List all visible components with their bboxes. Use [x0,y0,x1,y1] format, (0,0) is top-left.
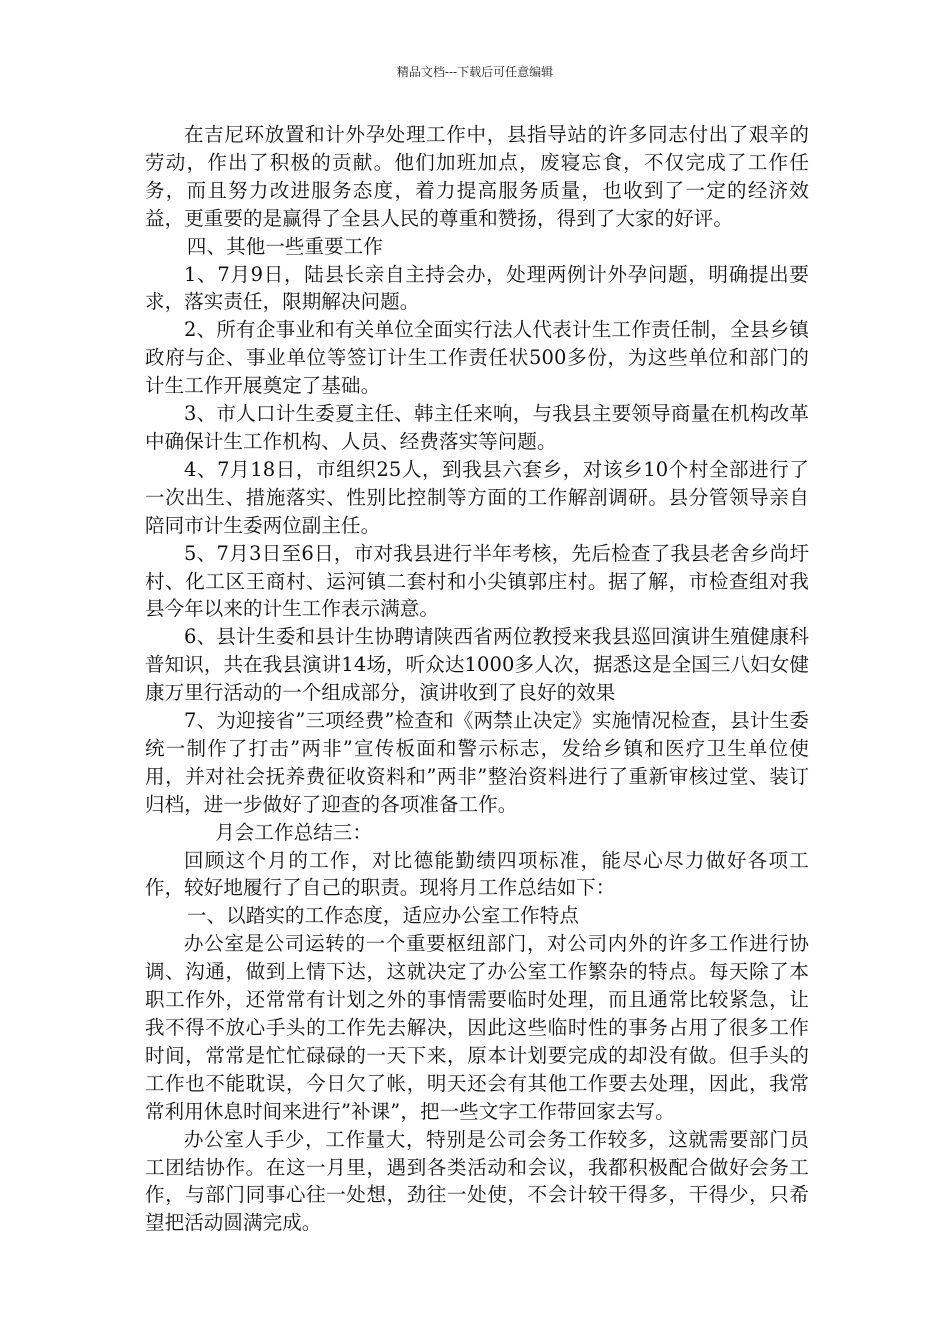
list-item-1: 1、7月9日，陆县长亲自主持会办，处理两例计外孕问题，明确提出要求，落实责任，限期解决问题。 [145,262,809,314]
list-item-5: 5、7月3日至6日，市对我县进行半年考核，先后检查了我县老舍乡尚圩村、化工区王商村、运河镇二套村和小尖镇郭庄村。据了解，市检查组对我县今年以来的计生工作表示满意。 [145,541,809,621]
summary-three-title: 月会工作总结三： [215,820,372,844]
paragraph-office-staff: 办公室人手少，工作量大，特别是公司会务工作较多，这就需要部门员工团结协作。在这一月里，遇到各类活动和会议，我都积极配合做好会务工作，与部门同事心往一处想，劲往一处使，不会计较干得多，干得少，只希望把活动圆满完成。 [145,1127,809,1235]
paragraph-ivf-work: 在吉尼环放置和计外孕处理工作中，县指导站的许多同志付出了艰辛的劳动，作出了积极的贡献。他们加班加点，废寝忘食，不仅完成了工作任务，而且努力改进服务态度，着力提高服务质量，也收到了一定的经济效益，更重要的是赢得了全县人民的尊重和赞扬，得到了大家的好评。 [145,123,809,230]
section-heading-other-work: 四、其他一些重要工作 [186,234,383,258]
list-item-3: 3、市人口计生委夏主任、韩主任来响，与我县主要领导商量在机构改革中确保计生工作机构、人员、经费落实等问题。 [145,402,809,453]
document-body [145,121,809,1237]
list-item-7: 7、为迎接省”三项经费”检查和《两禁止决定》实施情况检查，县计生委统一制作了打击”两非”宣传板面和警示标志，发给乡镇和医疗卫生单位使用，并对社会抚养费征收资料和”两非”整治资料进行了重新审核过堂、装订归档，进一步做好了迎查的各项准备工作。 [145,709,809,816]
list-item-4: 4、7月18日，市组织25人，到我县六套乡，对该乡10个村全部进行了一次出生、措施落实、性别比控制等方面的工作解剖调研。县分管领导亲自陪同市计生委两位副主任。 [145,457,809,537]
section-heading-office-work: 一、以踏实的工作态度，适应办公室工作特点 [186,904,579,928]
list-item-2: 2、所有企事业和有关单位全面实行法人代表计生工作责任制，全县乡镇政府与企、事业单位等签订计生工作责任状500多份，为这些单位和部门的计生工作开展奠定了基础。 [145,318,809,398]
paragraph-office-hub: 办公室是公司运转的一个重要枢纽部门，对公司内外的许多工作进行协调、沟通，做到上情下达，这就决定了办公室工作繁杂的特点。每天除了本职工作外，还常常有计划之外的事情需要临时处理，而且通常比较紧急，让我不得不放心手头的工作先去解决，因此这些临时性的事务占用了很多工作时间，常常是忙忙碌碌的一天下来，原本计划要完成的却没有做。但手头的工作也不能耽误，今日欠了帐，明天还会有其他工作要去处理，因此，我常常利用休息时间来进行”补课”，把一些文字工作带回家去写。 [145,932,809,1123]
page-header: 精品文档---下载后可任意编辑 [396,65,554,79]
list-item-6: 6、县计生委和县计生协聘请陕西省两位教授来我县巡回演讲生殖健康科普知识，共在我县演讲14场，听众达1000多人次，据悉这是全国三八妇女健康万里行活动的一个组成部分，演讲收到了良好的效果 [145,625,809,705]
paragraph-review: 回顾这个月的工作，对比德能勤绩四项标准，能尽心尽力做好各项工作，较好地履行了自己的职责。现将月工作总结如下： [145,848,809,900]
